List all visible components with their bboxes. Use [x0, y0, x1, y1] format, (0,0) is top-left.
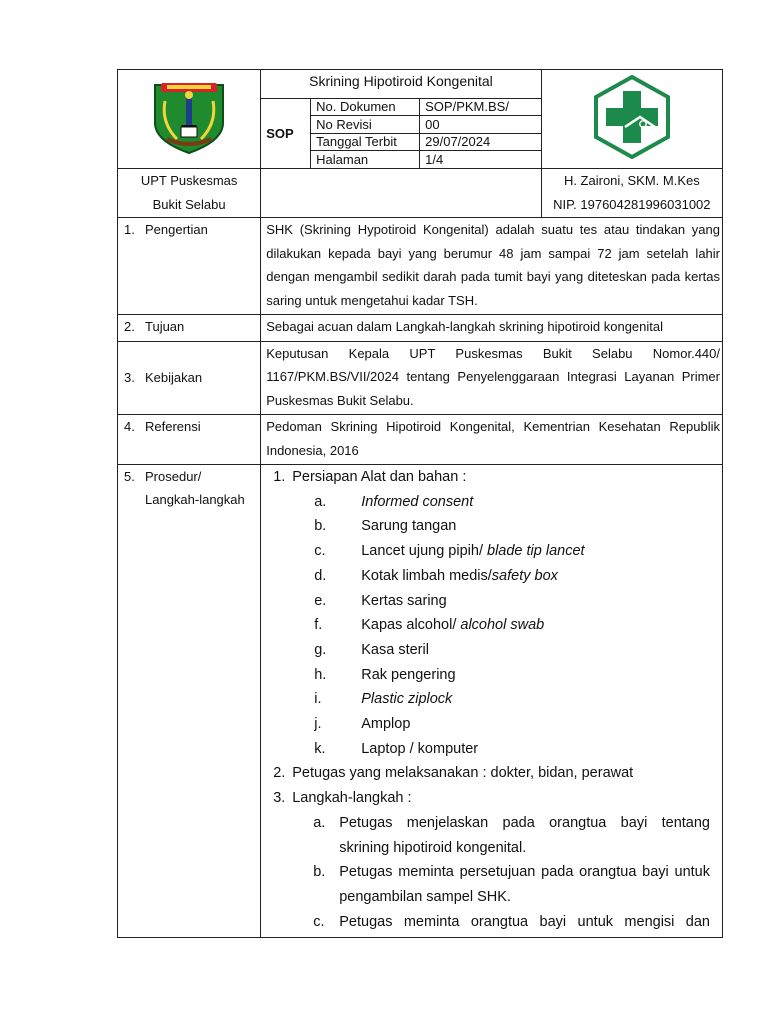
material-item [273, 613, 710, 638]
substep-text: Petugas meminta persetujuan pada orangtua bayi untuk pengambilan sampel SHK. [339, 864, 710, 905]
left-logo-cell [118, 70, 261, 169]
item-letter: a. [314, 493, 327, 510]
section-label-prosedur [118, 465, 261, 938]
material-item [273, 539, 710, 564]
substep-item [313, 860, 710, 909]
document-title: Skrining Hipotiroid Kongenital [261, 70, 540, 99]
meta-key: No Revisi [311, 116, 420, 134]
procedure-step-3 [273, 786, 710, 811]
organization-line1: UPT Puskesmas [140, 173, 238, 188]
meta-value: 1/4 [425, 151, 444, 167]
step-text: Persiapan Alat dan bahan : [292, 469, 467, 485]
title-and-meta-cell [261, 70, 541, 169]
item-text: Kapas alcohol/ [361, 617, 461, 634]
meta-value: 29/07/2024 [420, 133, 541, 151]
item-letter: b. [314, 518, 327, 535]
item-letter: e. [314, 592, 327, 609]
sop-table [117, 69, 723, 938]
step-text: Langkah-langkah : [292, 790, 412, 807]
material-item [273, 490, 710, 515]
signatory-name: H. Zaironi, SKM. M.Kes [563, 173, 700, 188]
section-label: Kebijakan [145, 370, 203, 386]
material-item [273, 712, 710, 737]
section-text-pengertian: SHK (Skrining Hypotiroid Kongenital) adalah suatu tes atau tindakan yang dilakukan kepada bayi yang berumur 48 jam sampai 72 jam setelah lahir dengan mengambil sedikit darah pada tumit bayi yang diteteskan pada kertas saring untuk mengetahui kadar TSH. [261, 218, 723, 315]
meta-key: Halaman [311, 151, 420, 168]
procedure-content [261, 465, 723, 938]
material-item [273, 564, 710, 589]
item-text: Informed consent [361, 493, 474, 510]
section-label-pengertian [118, 218, 261, 315]
sop-label: SOP [261, 99, 311, 168]
section-text-tujuan: Sebagai acuan dalam Langkah-langkah skrining hipotiroid kongenital [261, 315, 723, 342]
substep-item [313, 811, 710, 860]
material-item [273, 737, 710, 762]
item-letter: c. [314, 543, 326, 560]
organization-line2: Bukit Selabu [152, 197, 226, 212]
item-text: Amplop [361, 716, 411, 733]
section-number: 4. [124, 419, 135, 434]
material-item [273, 663, 710, 688]
step-number: 2. [273, 765, 286, 782]
material-item [273, 687, 710, 712]
item-letter: d. [314, 567, 327, 584]
section-label: Tujuan [145, 319, 185, 334]
material-item [273, 514, 710, 539]
item-letter: k. [314, 740, 326, 757]
item-italic-text: blade tip lancet [487, 543, 585, 560]
empty-signature-cell [261, 169, 541, 218]
item-letter: g. [314, 641, 327, 658]
section-label-kebijakan [118, 341, 261, 415]
item-italic-text: alcohol swab [460, 617, 545, 634]
procedure-step-2 [273, 761, 710, 786]
section-text-kebijakan: Keputusan Kepala UPT Puskesmas Bukit Selabu Nomor.440/ 1167/PKM.BS/VII/2024 tentang Penyelenggaraan Integrasi Layanan Primer Puskesmas Bukit Selabu. [261, 341, 723, 415]
item-text: Plastic ziplock [361, 691, 453, 708]
procedure-step-1 [273, 465, 710, 490]
section-label: Pengertian [145, 222, 208, 237]
section-label [145, 465, 245, 511]
section-number: 5. [124, 469, 135, 484]
section-label-line1: Prosedur/ [145, 469, 202, 484]
section-number: 2. [124, 319, 135, 334]
substep-letter: b. [313, 864, 326, 881]
substep-item [313, 910, 710, 935]
item-text: Sarung tangan [361, 518, 457, 535]
material-item [273, 589, 710, 614]
item-text: Laptop / komputer [361, 740, 479, 757]
section-number: 1. [124, 222, 135, 237]
section-text-referensi: Pedoman Skrining Hipotiroid Kongenital, Kementrian Kesehatan Republik Indonesia, 2016 [261, 415, 723, 465]
signatory-nip: NIP. 197604281996031002 [553, 197, 711, 212]
item-letter: j. [314, 716, 322, 733]
substep-text: Petugas menjelaskan pada orangtua bayi tentang skrining hipotiroid kongenital. [339, 814, 710, 856]
item-text: Kotak limbah medis/ [361, 567, 492, 584]
step-number: 3. [273, 790, 286, 807]
item-text: Rak pengering [361, 666, 456, 683]
section-label-referensi [118, 415, 261, 465]
substep-text: Petugas meminta orangtua bayi untuk mengisi dan [339, 913, 710, 930]
item-text: Lancet ujung pipih/ [361, 543, 487, 560]
item-letter: f. [314, 617, 323, 634]
substep-letter: c. [313, 913, 325, 930]
meta-key: Tanggal Terbit [311, 133, 420, 151]
puskesmas-cross-logo [592, 75, 672, 159]
item-italic-text: safety box [491, 567, 558, 584]
section-label-tujuan [118, 315, 261, 342]
item-text: Kertas saring [361, 592, 447, 609]
section-number: 3. [124, 370, 135, 386]
document-meta-table [311, 99, 541, 168]
item-letter: h. [314, 666, 327, 683]
organization-cell [118, 169, 261, 218]
procedure-substeps [273, 811, 710, 935]
section-label-line2: Langkah-langkah [145, 492, 245, 507]
section-label: Referensi [145, 419, 201, 434]
item-text: Kasa steril [361, 641, 429, 658]
meta-key: No. Dokumen [311, 99, 420, 116]
material-item [273, 638, 710, 663]
meta-value: SOP/PKM.BS/ [420, 99, 541, 116]
meta-value: 00 [420, 116, 541, 134]
substep-letter: a. [313, 814, 326, 831]
step-text: Petugas yang melaksanakan : dokter, bidan, perawat [292, 765, 634, 782]
right-logo-cell [541, 70, 722, 169]
signatory-cell [541, 169, 722, 218]
step-number: 1. [273, 469, 286, 485]
item-letter: i. [314, 691, 322, 708]
regency-emblem-logo [147, 79, 231, 155]
